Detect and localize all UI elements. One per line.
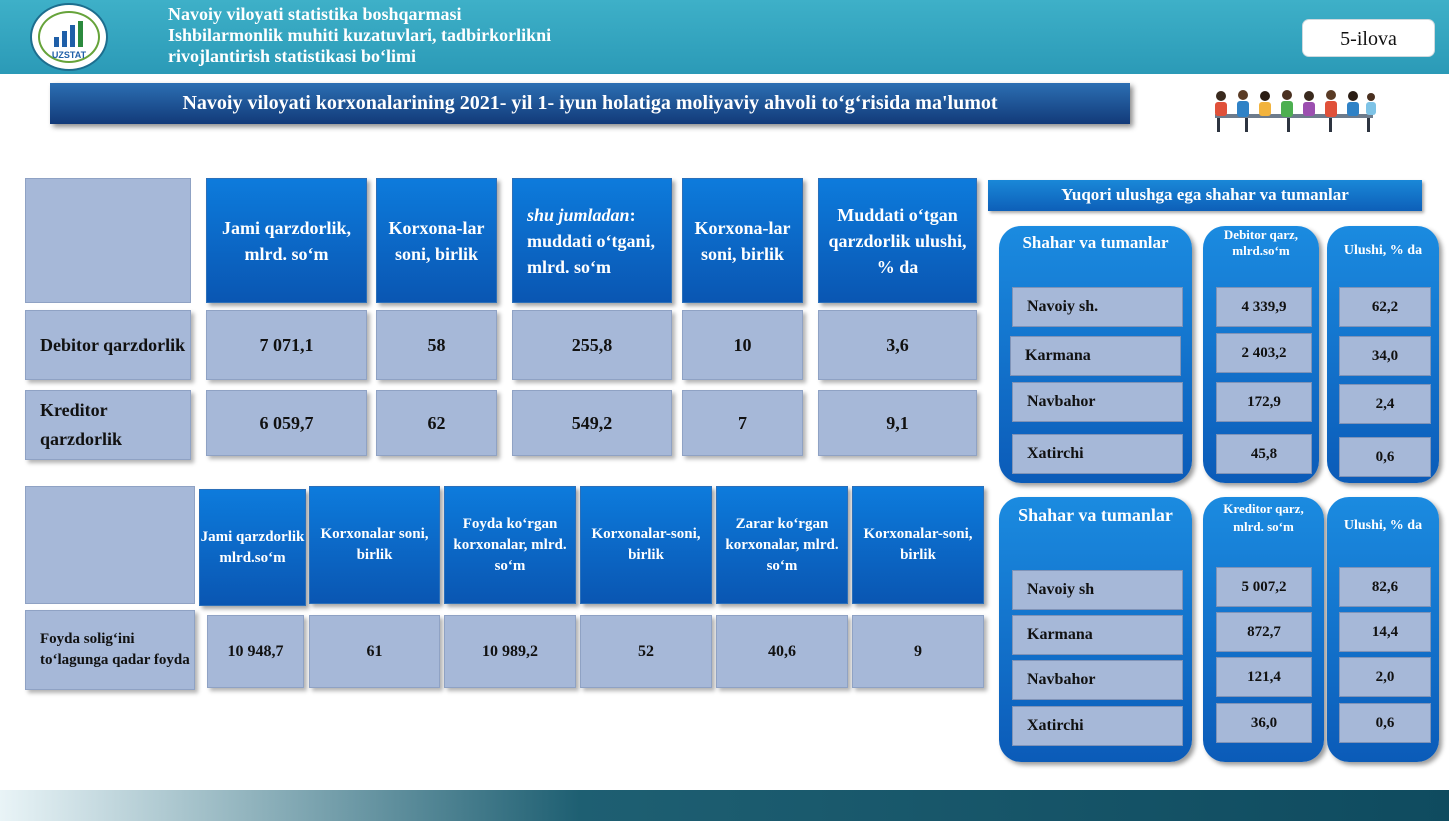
meeting-people-icon [1207,88,1379,136]
table2-header-loss-count: Korxonalar-soni, birlik [852,486,984,604]
appendix-badge: 5-ilova [1302,19,1435,57]
kreditor-row-name: Navbahor [1012,660,1183,700]
table2-header-profit-count: Korxonalar-soni, birlik [580,486,712,604]
table1-cell: 3,6 [818,310,977,380]
debitor-row-share: 62,2 [1339,287,1431,327]
table1-header-total-debt: Jami qarzdorlik, mlrd. so‘m [206,178,367,303]
table1-cell: 7 [682,390,803,456]
table1-corner [25,178,191,303]
table2-header-total-debt: Jami qarzdorlik mlrd.so‘m [199,489,306,606]
debitor-row-name: Navoiy sh. [1012,287,1183,327]
kreditor-share-header: Ulushi, % da [1343,518,1423,533]
header-band [0,0,1449,74]
debitor-row-amount: 4 339,9 [1216,287,1312,327]
table2-cell: 9 [852,615,984,688]
table2-cell: 10 948,7 [207,615,304,688]
table1-cell: 549,2 [512,390,672,456]
table1-header-overdue-share: Muddati o‘tgan qarzdorlik ulushi, % da [818,178,977,303]
page-title: Navoiy viloyati korxonalarining 2021- yil 1- iyun holatiga moliyaviy ahvoli to‘g‘risida ma'lumot [50,83,1130,124]
kreditor-row-name: Xatirchi [1012,706,1183,746]
kreditor-amount-header: Kreditor qarz, mlrd. so‘m [1223,501,1304,534]
table2-header-loss: Zarar ko‘rgan korxonalar, mlrd. so‘m [716,486,848,604]
debitor-row-share: 2,4 [1339,384,1431,424]
table2-cell: 10 989,2 [444,615,576,688]
table1-row-label-debitor: Debitor qarzdorlik [25,310,191,380]
kreditor-row-amount: 36,0 [1216,703,1312,743]
debitor-row-name: Navbahor [1012,382,1183,422]
debitor-amount-header: Debitor qarz, mlrd.so‘m [1223,227,1299,258]
table1-cell: 10 [682,310,803,380]
debitor-row-name: Xatirchi [1012,434,1183,474]
table1-row-label-kreditor: Kreditor qarzdorlik [25,390,191,460]
table1-cell: 7 071,1 [206,310,367,380]
kreditor-row-amount: 121,4 [1216,657,1312,697]
uzstat-logo-icon: UZSTAT [30,3,108,71]
table2-row-label-profit-before-tax: Foyda solig‘ini to‘lagunga qadar foyda [25,610,195,690]
table2-cell: 52 [580,615,712,688]
kreditor-row-name: Navoiy sh [1012,570,1183,610]
panel-title: Yuqori ulushga ega shahar va tumanlar [988,180,1422,211]
table1-cell: 9,1 [818,390,977,456]
debitor-row-amount: 45,8 [1216,434,1312,474]
table1-header-enterprise-count: Korxona-lar soni, birlik [376,178,497,303]
kreditor-row-share: 82,6 [1339,567,1431,607]
kreditor-row-amount: 872,7 [1216,612,1312,652]
table2-header-profit: Foyda ko‘rgan korxonalar, mlrd. so‘m [444,486,576,604]
debitor-districts-header: Shahar va tumanlar [1022,233,1169,252]
table1-cell: 6 059,7 [206,390,367,456]
table1-cell: 62 [376,390,497,456]
debitor-row-name: Karmana [1010,336,1181,376]
table1-header-enterprise-count-2: Korxona-lar soni, birlik [682,178,803,303]
debitor-share-header: Ulushi, % da [1343,243,1423,258]
kreditor-row-share: 2,0 [1339,657,1431,697]
kreditor-row-amount: 5 007,2 [1216,567,1312,607]
table1-header-overdue-amount: shu jumladan: muddati o‘tgani, mlrd. so‘m [512,178,672,303]
kreditor-districts-header: Shahar va tumanlar [1018,505,1173,525]
kreditor-row-share: 0,6 [1339,703,1431,743]
kreditor-row-name: Karmana [1012,615,1183,655]
kreditor-row-share: 14,4 [1339,612,1431,652]
debitor-row-amount: 172,9 [1216,382,1312,422]
table2-corner [25,486,195,604]
table1-cell: 255,8 [512,310,672,380]
table2-cell: 61 [309,615,440,688]
footer-band [0,790,1449,821]
debitor-row-amount: 2 403,2 [1216,333,1312,373]
table1-cell: 58 [376,310,497,380]
organization-name: Navoiy viloyati statistika boshqarmasi Ishbilarmonlik muhiti kuzatuvlari, tadbirkorlikni rivojlantirish statistikasi bo‘limi [168,4,552,66]
table2-cell: 40,6 [716,615,848,688]
table2-header-enterprise-count: Korxonalar soni, birlik [309,486,440,604]
debitor-row-share: 0,6 [1339,437,1431,477]
debitor-row-share: 34,0 [1339,336,1431,376]
